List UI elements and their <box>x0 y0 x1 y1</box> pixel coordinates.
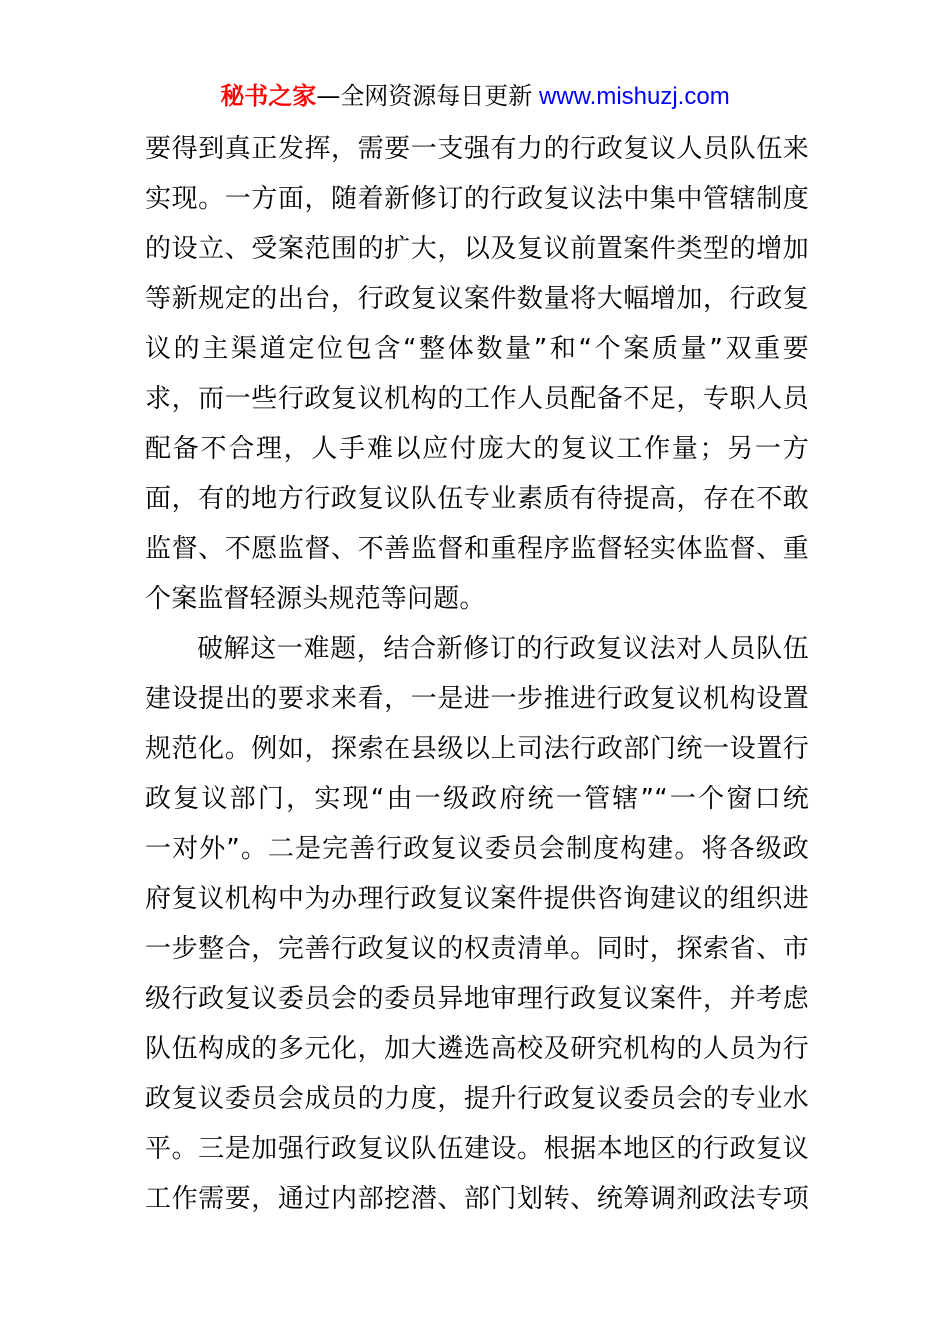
paragraph-end-line: 个案监督轻源头规范等问题。 <box>145 584 486 614</box>
text-line: 的设立、受案范围的扩大，以及复议前置案件类型的增加 <box>145 234 809 264</box>
text-line: 等新规定的出台，行政复议案件数量将大幅增加，行政复 <box>145 284 809 314</box>
text-line: 配备不合理，人手难以应付庞大的复议工作量；另一方 <box>145 434 809 464</box>
text-line: 一步整合，完善行政复议的权责清单。同时，探索省、市 <box>145 934 809 964</box>
text-line: 平。三是加强行政复议队伍建设。根据本地区的行政复议 <box>145 1134 809 1164</box>
text-line: 一对外”。二是完善行政复议委员会制度构建。将各级政 <box>145 834 809 864</box>
text-line: 队伍构成的多元化，加大遴选高校及研究机构的人员为行 <box>145 1034 809 1064</box>
text-line: 规范化。例如，探索在县级以上司法行政部门统一设置行 <box>145 734 809 764</box>
text-line: 要得到真正发挥，需要一支强有力的行政复议人员队伍来 <box>145 134 809 164</box>
site-brand: 秘书之家 <box>220 82 317 110</box>
text-line: 工作需要，通过内部挖潜、部门划转、统筹调剂政法专项 <box>145 1184 809 1214</box>
paragraph-start-line: 破解这一难题，结合新修订的行政复议法对人员队伍 <box>197 634 809 664</box>
text-line: 建设提出的要求来看，一是进一步推进行政复议机构设置 <box>145 684 809 714</box>
text-line: 监督、不愿监督、不善监督和重程序监督轻实体监督、重 <box>145 534 809 564</box>
text-line: 实现。一方面，随着新修订的行政复议法中集中管辖制度 <box>145 184 809 214</box>
text-line: 政复议部门，实现“由一级政府统一管辖”“一个窗口统 <box>145 784 809 814</box>
text-line: 议的主渠道定位包含“整体数量”和“个案质量”双重要 <box>145 334 809 364</box>
text-line: 府复议机构中为办理行政复议案件提供咨询建议的组织进 <box>145 884 809 914</box>
document-body <box>145 124 809 1224</box>
site-url[interactable]: www.mishuzj.com <box>532 83 730 110</box>
text-line: 政复议委员会成员的力度，提升行政复议委员会的专业水 <box>145 1084 809 1114</box>
page-header <box>0 78 950 115</box>
text-line: 面，有的地方行政复议队伍专业素质有待提高，存在不敢 <box>145 484 809 514</box>
text-line: 求，而一些行政复议机构的工作人员配备不足，专职人员 <box>145 384 809 414</box>
text-line: 级行政复议委员会的委员异地审理行政复议案件，并考虑 <box>145 984 809 1014</box>
site-slogan: —全网资源每日更新 <box>316 82 533 110</box>
